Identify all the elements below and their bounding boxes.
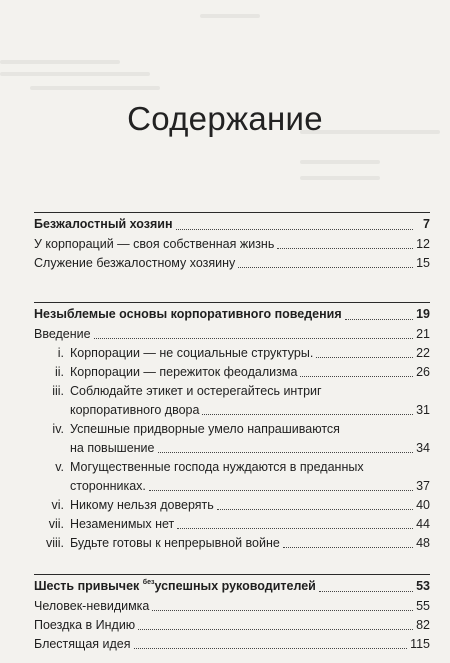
page-number: 34 bbox=[416, 441, 430, 455]
entry-title: Успешные придворные умело напрашиваются bbox=[70, 422, 340, 436]
toc-entry[interactable] bbox=[34, 457, 430, 476]
chapter-title: Шесть привычек $^{без}$успешных руководителей bbox=[34, 579, 316, 593]
entry-title-continued: на повышение bbox=[70, 441, 155, 455]
toc-entry[interactable] bbox=[34, 253, 430, 272]
page-number: 15 bbox=[416, 256, 430, 270]
entry-title: Будьте готовы к непрерывной войне bbox=[70, 536, 280, 550]
toc-chapter-heading[interactable] bbox=[34, 214, 430, 234]
toc-chapter-heading[interactable] bbox=[34, 576, 430, 596]
toc-entry-continuation[interactable] bbox=[34, 400, 430, 419]
page-title: Содержание bbox=[127, 100, 323, 137]
leader-dots bbox=[138, 629, 413, 630]
page-number: 48 bbox=[416, 536, 430, 550]
entry-title: Могущественные господа нуждаются в преданных bbox=[70, 460, 364, 474]
leader-dots bbox=[158, 452, 414, 453]
leader-dots bbox=[94, 338, 413, 339]
entry-title: Соблюдайте этикет и остерегайтесь интриг bbox=[70, 384, 322, 398]
toc-entry[interactable] bbox=[34, 343, 430, 362]
page-number: 53 bbox=[416, 579, 430, 593]
toc-entry[interactable] bbox=[34, 381, 430, 400]
leader-dots bbox=[217, 509, 413, 510]
roman-numeral: iii. bbox=[52, 384, 64, 398]
roman-numeral: viii. bbox=[45, 536, 64, 550]
entry-title: Человек-невидимка bbox=[34, 599, 150, 613]
page-number: 22 bbox=[416, 346, 430, 360]
leader-dots bbox=[202, 414, 413, 415]
leader-dots bbox=[152, 610, 413, 611]
chapter-title-superscript: без bbox=[142, 579, 155, 586]
chapter-title: Незыблемые основы корпоративного поведения bbox=[34, 307, 342, 321]
entry-title: У корпораций — своя собственная жизнь bbox=[34, 237, 275, 251]
toc-entry-continuation[interactable] bbox=[34, 476, 430, 495]
leader-dots bbox=[177, 528, 413, 529]
leader-dots bbox=[277, 248, 413, 249]
toc-section-1 bbox=[34, 212, 430, 272]
toc-entry[interactable] bbox=[34, 495, 430, 514]
leader-dots bbox=[238, 267, 413, 268]
page-number: 31 bbox=[416, 403, 430, 417]
leader-dots bbox=[300, 376, 413, 377]
roman-numeral: ii. bbox=[54, 365, 64, 379]
leader-dots bbox=[176, 229, 413, 230]
roman-numeral: i. bbox=[57, 346, 64, 360]
toc-entry[interactable] bbox=[34, 634, 430, 653]
roman-numeral: iv. bbox=[52, 422, 64, 436]
page-number: 44 bbox=[416, 517, 430, 531]
entry-title: Незаменимых нет bbox=[70, 517, 175, 531]
leader-dots bbox=[316, 357, 413, 358]
entry-title: Поездка в Индию bbox=[34, 618, 136, 632]
page-number: 37 bbox=[416, 479, 430, 493]
toc-section-2 bbox=[34, 302, 430, 552]
entry-title-continued: сторонниках. bbox=[70, 479, 146, 493]
toc-entry[interactable] bbox=[34, 362, 430, 381]
page-number: 26 bbox=[416, 365, 430, 379]
entry-title: Блестящая идея bbox=[34, 637, 131, 651]
entry-title: Никому нельзя доверять bbox=[70, 498, 214, 512]
toc-chapter-heading[interactable] bbox=[34, 304, 430, 324]
leader-dots bbox=[345, 319, 413, 320]
toc-section-3 bbox=[34, 574, 430, 653]
page-number: 7 bbox=[423, 217, 430, 231]
roman-numeral: vi. bbox=[51, 498, 64, 512]
leader-dots bbox=[283, 547, 413, 548]
roman-numeral: v. bbox=[55, 460, 64, 474]
page-number: 21 bbox=[416, 327, 430, 341]
section-divider bbox=[34, 302, 430, 303]
entry-title-continued: корпоративного двора bbox=[70, 403, 200, 417]
entry-title: Служение безжалостному хозяину bbox=[34, 256, 236, 270]
leader-dots bbox=[149, 490, 413, 491]
toc-entry[interactable] bbox=[34, 533, 430, 552]
toc-entry-continuation[interactable] bbox=[34, 438, 430, 457]
toc-entry[interactable] bbox=[34, 324, 430, 343]
toc-entry[interactable] bbox=[34, 596, 430, 615]
section-divider bbox=[34, 212, 430, 213]
page-number: 40 bbox=[416, 498, 430, 512]
toc-entry[interactable] bbox=[34, 615, 430, 634]
entry-title: Корпорации — не социальные структуры. bbox=[70, 346, 314, 360]
chapter-title: Безжалостный хозяин bbox=[34, 217, 173, 231]
page-number: 82 bbox=[416, 618, 430, 632]
page-number: 12 bbox=[416, 237, 430, 251]
toc-entry[interactable] bbox=[34, 419, 430, 438]
page-number: 19 bbox=[416, 307, 430, 321]
page-number: 115 bbox=[410, 637, 430, 651]
toc-entry[interactable] bbox=[34, 234, 430, 253]
entry-title: Введение bbox=[34, 327, 91, 341]
toc-entry[interactable] bbox=[34, 514, 430, 533]
roman-numeral: vii. bbox=[48, 517, 64, 531]
page-number: 55 bbox=[416, 599, 430, 613]
leader-dots bbox=[319, 591, 413, 592]
entry-title: Корпорации — пережиток феодализма bbox=[70, 365, 298, 379]
leader-dots bbox=[134, 648, 408, 649]
